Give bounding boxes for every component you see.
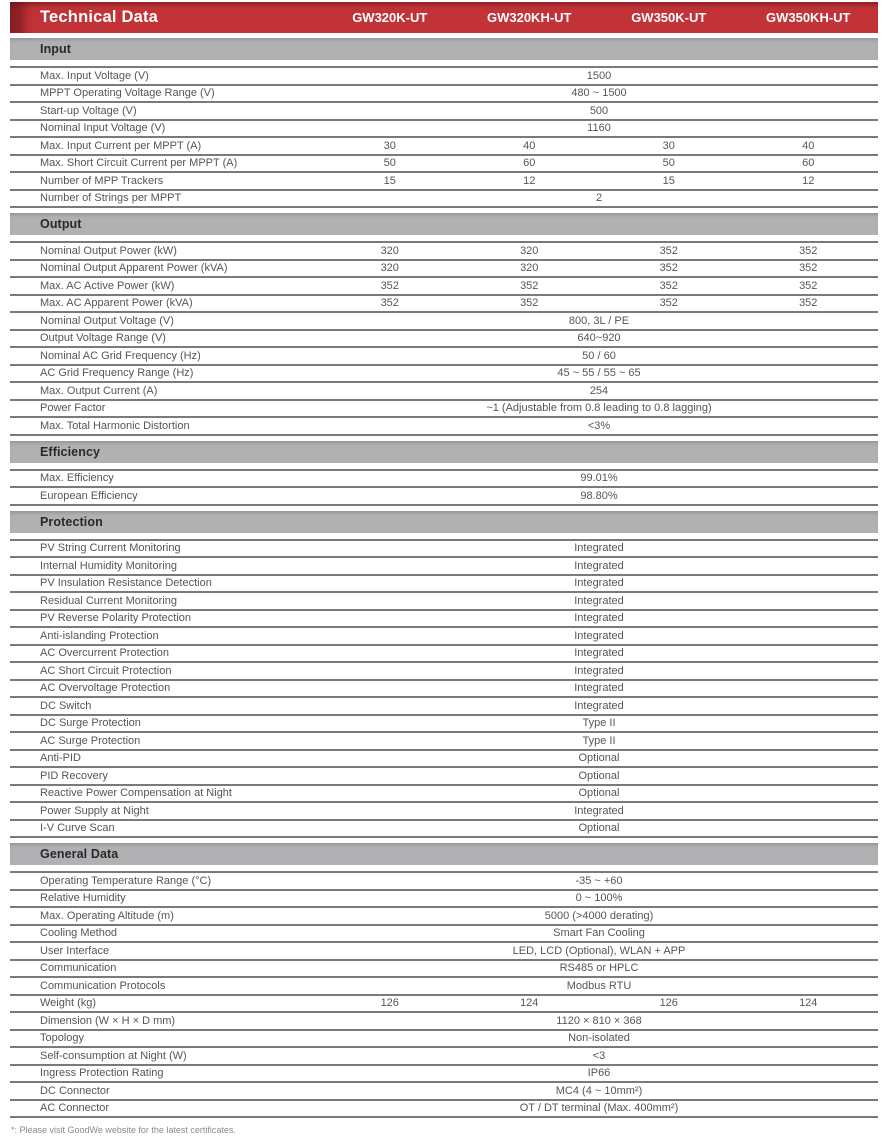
section-title: Output: [40, 217, 82, 231]
row-label: Topology: [40, 1032, 85, 1045]
row-value: Integrated: [574, 559, 624, 572]
row-label: User Interface: [40, 944, 110, 957]
row-label: DC Switch: [40, 699, 92, 712]
column-header-gw350kh-ut: GW350KH-UT: [765, 10, 851, 25]
row-label: Communication: [40, 962, 117, 975]
row-value: 1500: [586, 69, 612, 82]
section-output: [10, 213, 878, 436]
table-row: [10, 908, 878, 926]
row-value: 126: [380, 997, 399, 1010]
table-row: [10, 891, 878, 909]
row-label: Power Factor: [40, 402, 106, 415]
table-row: [10, 121, 878, 139]
row-value: 352: [659, 244, 678, 257]
row-value: 50: [383, 157, 396, 170]
row-label: Anti-islanding Protection: [40, 629, 159, 642]
row-value: IP66: [587, 1067, 611, 1080]
column-header-gw350k-ut: GW350K-UT: [631, 10, 707, 25]
table-row: [10, 1013, 878, 1031]
table-row: [10, 278, 878, 296]
table-row: [10, 383, 878, 401]
table-row: [10, 313, 878, 331]
table-row: [10, 296, 878, 314]
row-value: 60: [523, 157, 536, 170]
section-title: Protection: [40, 514, 103, 529]
table-row: [10, 488, 878, 506]
row-value: 50 / 60: [582, 349, 616, 362]
row-value: Integrated: [574, 577, 624, 590]
table-row: [10, 68, 878, 86]
table-row: [10, 173, 878, 191]
table-row: [10, 873, 878, 891]
row-value: 50: [662, 157, 675, 170]
row-value: 352: [659, 297, 678, 310]
row-value: Optional: [578, 769, 620, 782]
row-label: Nominal AC Grid Frequency (Hz): [40, 349, 201, 362]
table-row: [10, 191, 878, 209]
row-value: 254: [589, 384, 609, 397]
row-label: Max. Operating Altitude (m): [40, 909, 174, 922]
row-value: Integrated: [574, 664, 624, 677]
table-row: [10, 821, 878, 839]
row-label: Internal Humidity Monitoring: [40, 559, 177, 572]
row-value: Integrated: [574, 647, 624, 660]
table-row: [10, 1101, 878, 1119]
row-value: 5000 (>4000 derating): [544, 909, 654, 922]
row-value: Integrated: [574, 542, 624, 555]
column-header-gw320kh-ut: GW320KH-UT: [486, 10, 572, 25]
table-row: [10, 138, 878, 156]
row-label: Number of Strings per MPPT: [40, 192, 182, 205]
table-row: [10, 803, 878, 821]
table-row: [10, 978, 878, 996]
row-label: Anti-PID: [40, 752, 81, 765]
table-row: [10, 943, 878, 961]
row-label: PV Reverse Polarity Protection: [40, 612, 192, 625]
row-label: AC Connector: [40, 1102, 110, 1115]
row-value: Non-isolated: [568, 1032, 630, 1045]
table-row: [10, 471, 878, 489]
row-label: Weight (kg): [40, 997, 97, 1010]
table-row: [10, 418, 878, 436]
table-row: [10, 961, 878, 979]
row-label: Residual Current Monitoring: [40, 594, 177, 607]
page-title: Technical Data: [40, 8, 159, 26]
row-value: Integrated: [574, 612, 624, 625]
row-label: AC Surge Protection: [40, 734, 141, 747]
row-value: 320: [520, 262, 539, 275]
table-row: [10, 103, 878, 121]
section-title: Efficiency: [40, 444, 101, 459]
section-rows: [10, 241, 878, 436]
row-label: DC Surge Protection: [40, 717, 141, 730]
table-row: [10, 716, 878, 734]
table-row: [10, 243, 878, 261]
row-value: Integrated: [574, 804, 624, 817]
table-row: [10, 996, 878, 1014]
row-label: Start-up Voltage (V): [40, 104, 137, 117]
row-value: -35 ~ +60: [575, 874, 623, 887]
row-label: Nominal Output Power (kW): [40, 244, 177, 257]
row-value: <3: [592, 1049, 606, 1062]
row-label: AC Overcurrent Protection: [40, 647, 169, 660]
section-title-bar: [10, 441, 878, 463]
row-value: 40: [802, 139, 815, 152]
row-label: AC Grid Frequency Range (Hz): [40, 367, 194, 380]
section-title-bar: [10, 213, 878, 235]
row-label: PID Recovery: [40, 769, 108, 782]
row-label: Self-consumption at Night (W): [40, 1049, 187, 1062]
row-label: Number of MPP Trackers: [40, 174, 164, 187]
row-value: OT / DT terminal (Max. 400mm²): [519, 1102, 679, 1115]
row-value: Optional: [578, 822, 620, 835]
row-label: Max. Output Current (A): [40, 384, 158, 397]
row-label: PV Insulation Resistance Detection: [40, 577, 212, 590]
table-row: [10, 593, 878, 611]
row-value: 1120 × 810 × 368: [556, 1014, 642, 1027]
row-value: Modbus RTU: [566, 979, 632, 992]
row-value: 12: [523, 174, 536, 187]
row-value: Integrated: [574, 629, 624, 642]
row-label: Max. Efficiency: [40, 472, 114, 485]
row-value: 320: [520, 244, 539, 257]
table-row: [10, 1048, 878, 1066]
row-value: 320: [380, 262, 399, 275]
row-value: 15: [662, 174, 675, 187]
row-label: Cooling Method: [40, 927, 118, 940]
table-row: [10, 926, 878, 944]
table-row: [10, 698, 878, 716]
row-value: 98.80%: [580, 489, 618, 502]
row-label: Max. Short Circuit Current per MPPT (A): [40, 157, 238, 170]
table-row: [10, 541, 878, 559]
row-value: RS485 or HPLC: [559, 962, 639, 975]
row-value: Type II: [582, 717, 616, 730]
row-value: Type II: [582, 734, 616, 747]
row-value: 352: [659, 262, 678, 275]
section-efficiency: [10, 441, 878, 506]
table-row: [10, 86, 878, 104]
table-row: [10, 628, 878, 646]
row-value: 40: [523, 139, 536, 152]
table-row: [10, 1066, 878, 1084]
row-value: 126: [659, 997, 678, 1010]
section-title-bar: [10, 511, 878, 533]
row-label: Nominal Output Apparent Power (kVA): [40, 262, 228, 275]
row-label: Power Supply at Night: [40, 804, 149, 817]
section-rows: [10, 539, 878, 839]
section-title: Input: [40, 42, 72, 56]
row-label: Output Voltage Range (V): [40, 332, 166, 345]
row-label: Communication Protocols: [40, 979, 166, 992]
row-label: DC Connector: [40, 1084, 110, 1097]
table-row: [10, 331, 878, 349]
row-value: 500: [589, 104, 609, 117]
row-label: Reactive Power Compensation at Night: [40, 787, 232, 800]
row-value: 352: [799, 297, 818, 310]
row-label: I-V Curve Scan: [40, 822, 115, 835]
row-value: 352: [799, 279, 818, 292]
row-label: Max. AC Active Power (kW): [40, 279, 175, 292]
table-row: [10, 366, 878, 384]
section-title-bar: [10, 843, 878, 865]
table-row: [10, 261, 878, 279]
table-row: [10, 786, 878, 804]
row-label: Nominal Input Voltage (V): [40, 122, 166, 135]
row-label: Max. Total Harmonic Distortion: [40, 419, 190, 432]
row-value: 15: [383, 174, 396, 187]
row-value: 352: [380, 297, 399, 310]
section-general-data: [10, 843, 878, 1118]
table-row: [10, 768, 878, 786]
row-value: ~1 (Adjustable from 0.8 leading to 0.8 lagging): [486, 402, 712, 415]
row-label: Ingress Protection Rating: [40, 1067, 164, 1080]
column-header-gw320k-ut: GW320K-UT: [352, 10, 428, 25]
table-row: [10, 681, 878, 699]
row-value: 320: [380, 244, 399, 257]
table-row: [10, 646, 878, 664]
row-label: PV String Current Monitoring: [40, 542, 181, 555]
row-value: 99.01%: [580, 472, 618, 485]
row-label: Max. Input Voltage (V): [40, 69, 149, 82]
row-label: Max. AC Apparent Power (kVA): [40, 297, 193, 310]
row-value: 352: [799, 244, 818, 257]
row-label: MPPT Operating Voltage Range (V): [40, 87, 215, 100]
spec-sections: [10, 38, 878, 1118]
row-value: 352: [520, 297, 539, 310]
row-label: Nominal Output Voltage (V): [40, 314, 174, 327]
row-label: Relative Humidity: [40, 892, 126, 905]
row-value: 2: [595, 192, 603, 205]
table-row: [10, 348, 878, 366]
section-input: [10, 38, 878, 208]
row-value: LED, LCD (Optional), WLAN + APP: [512, 944, 686, 957]
table-row: [10, 751, 878, 769]
section-rows: [10, 469, 878, 506]
row-label: Operating Temperature Range (°C): [40, 874, 212, 887]
row-value: <3%: [587, 419, 611, 432]
table-row: [10, 611, 878, 629]
table-row: [10, 401, 878, 419]
row-value: 30: [662, 139, 675, 152]
row-value: 60: [802, 157, 815, 170]
section-rows: [10, 871, 878, 1118]
row-value: 352: [659, 279, 678, 292]
table-row: [10, 1031, 878, 1049]
row-value: MC4 (4 ~ 10mm²): [555, 1084, 643, 1097]
table-row: [10, 1083, 878, 1101]
section-title-bar: [10, 38, 878, 60]
footnote: *: Please visit GoodWe website for the latest certificates.: [11, 1125, 236, 1135]
row-value: 124: [520, 997, 539, 1010]
row-value: Integrated: [574, 682, 624, 695]
table-row: [10, 576, 878, 594]
row-label: European Efficiency: [40, 489, 138, 502]
row-value: 124: [799, 997, 818, 1010]
table-row: [10, 663, 878, 681]
section-title: General Data: [40, 847, 119, 861]
row-label: Dimension (W × H × D mm): [40, 1014, 176, 1027]
row-value: 30: [383, 139, 396, 152]
row-value: 352: [520, 279, 539, 292]
row-value: Optional: [578, 752, 620, 765]
row-value: 480 ~ 1500: [571, 87, 627, 100]
table-header: [10, 2, 878, 33]
table-row: [10, 733, 878, 751]
section-rows: [10, 66, 878, 208]
row-value: 1160: [587, 122, 611, 135]
row-value: Integrated: [574, 699, 624, 712]
row-label: Max. Input Current per MPPT (A): [40, 139, 202, 152]
row-label: AC Short Circuit Protection: [40, 664, 172, 677]
row-value: 12: [802, 174, 815, 187]
row-value: Integrated: [574, 594, 624, 607]
table-row: [10, 558, 878, 576]
section-protection: [10, 511, 878, 839]
table-row: [10, 156, 878, 174]
row-value: 352: [380, 279, 399, 292]
row-value: 45 ~ 55 / 55 ~ 65: [557, 367, 641, 380]
row-label: AC Overvoltage Protection: [40, 682, 171, 695]
row-value: 0 ~ 100%: [575, 892, 623, 905]
row-value: Smart Fan Cooling: [553, 927, 645, 940]
row-value: 352: [799, 262, 818, 275]
row-value: Optional: [578, 787, 620, 800]
row-value: 800, 3L / PE: [568, 314, 630, 327]
row-value: 640~920: [577, 332, 621, 345]
